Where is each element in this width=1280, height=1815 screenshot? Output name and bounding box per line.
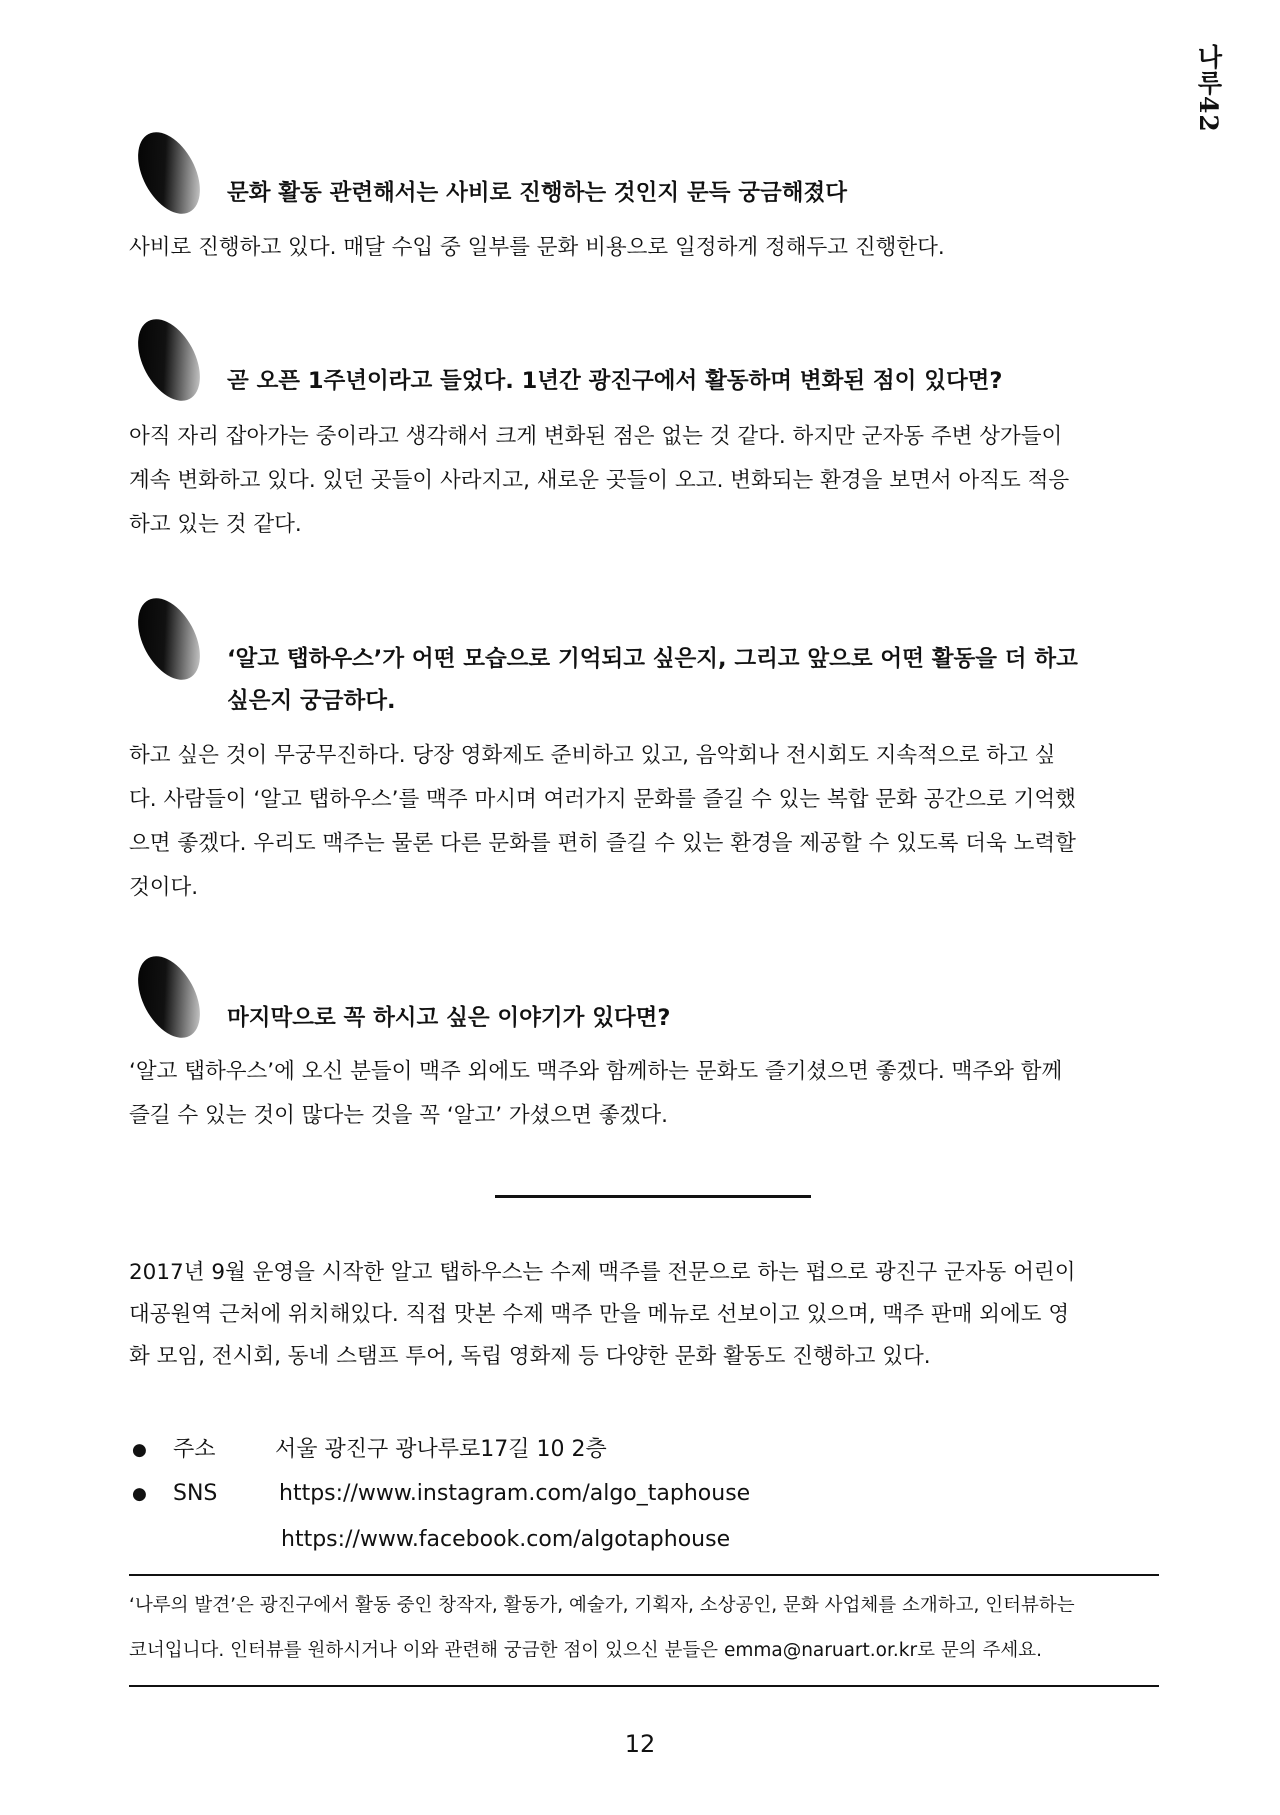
- section-divider: [495, 1195, 811, 1198]
- question-4: 마지막으로 꼭 하시고 싶은 이야기가 있다면?: [227, 1005, 671, 1031]
- notice-box: ‘나루의 발견’은 광진구에서 활동 중인 창작자, 활동가, 예술가, 기획자, 소상공인, 문화 사업체를 소개하고, 인터뷰하는 코너입니다. 인터뷰를 원하시거나 이와 관련해 궁금한 점이 있으신 분들은 emma@naruart.or.kr로 문의 주세요.: [129, 1595, 1075, 1661]
- sns-row: [129, 1472, 1169, 1516]
- question-3: ‘알고 탭하우스’가 어떤 모습으로 기억되고 싶은지, 그리고 앞으로 어떤 활동을 더 하고 싶은지 궁금하다.: [227, 646, 1078, 714]
- notice-top-rule: [129, 1574, 1159, 1576]
- bullet-icon: ●: [132, 1484, 147, 1504]
- answer-2: 아직 자리 잡아가는 중이라고 생각해서 크게 변화된 점은 없는 것 같다. 하지만 군자동 주변 상가들이 계속 변화하고 있다. 있던 곳들이 사라지고, 새로운 곳들이 오고. 변화되는 환경을 보면서 아직도 적응 하고 있는 것 같다.: [129, 424, 1070, 537]
- page-number: 12: [624, 1730, 656, 1758]
- instagram-link[interactable]: https://www.instagram.com/algo_taphouse: [279, 1481, 751, 1506]
- answer-1: 사비로 진행하고 있다. 매달 수입 중 일부를 문화 비용으로 일정하게 정해두고 진행한다.: [129, 235, 945, 260]
- question-bubble-icon: [136, 315, 202, 405]
- address-value: 서울 광진구 광나루로17길 10 2층: [275, 1437, 607, 1462]
- question-bubble-icon: [136, 128, 202, 218]
- question-bubble-icon: [136, 594, 202, 684]
- notice-bottom-rule: [129, 1685, 1159, 1687]
- answer-3: 하고 싶은 것이 무궁무진하다. 당장 영화제도 준비하고 있고, 음악회나 전시회도 지속적으로 하고 싶 다. 사람들이 ‘알고 탭하우스’를 맥주 마시며 여러가지 문화를 즐길 수 있는 복합 문화 공간으로 기억했 으면 좋겠다. 우리도 맥주는 물론 다른 문화를 편히 즐길 수 있는 환경을 제공할 수 있도록 더욱 노력할 것이다.: [129, 743, 1076, 900]
- facebook-link[interactable]: https://www.facebook.com/algotaphouse: [281, 1527, 731, 1552]
- about-paragraph: 2017년 9월 운영을 시작한 알고 탭하우스는 수제 맥주를 전문으로 하는 펍으로 광진구 군자동 어린이 대공원역 근처에 위치해있다. 직접 맛본 수제 맥주 만을 메뉴로 선보이고 있으며, 맥주 판매 외에도 영 화 모임, 전시회, 동네 스탬프 투어, 독립 영화제 등 다양한 문화 활동도 진행하고 있다.: [129, 1260, 1076, 1369]
- answer-4: ‘알고 탭하우스’에 오신 분들이 맥주 외에도 맥주와 함께하는 문화도 즐기셨으면 좋겠다. 맥주와 함께 즐길 수 있는 것이 많다는 것을 꼭 ‘알고’ 가셨으면 좋겠다.: [129, 1059, 1063, 1128]
- magazine-mark: 나루42: [1194, 44, 1223, 133]
- sns-row-2: [129, 1518, 1169, 1562]
- address-label: 주소: [173, 1437, 216, 1462]
- address-row: [129, 1428, 1169, 1472]
- bullet-icon: ●: [132, 1440, 147, 1460]
- question-2: 곧 오픈 1주년이라고 들었다. 1년간 광진구에서 활동하며 변화된 점이 있다면?: [227, 368, 1003, 394]
- sns-label: SNS: [173, 1481, 218, 1506]
- question-bubble-icon: [136, 952, 202, 1042]
- question-1: 문화 활동 관련해서는 사비로 진행하는 것인지 문득 궁금해졌다: [227, 180, 847, 206]
- info-list: [129, 1428, 1169, 1562]
